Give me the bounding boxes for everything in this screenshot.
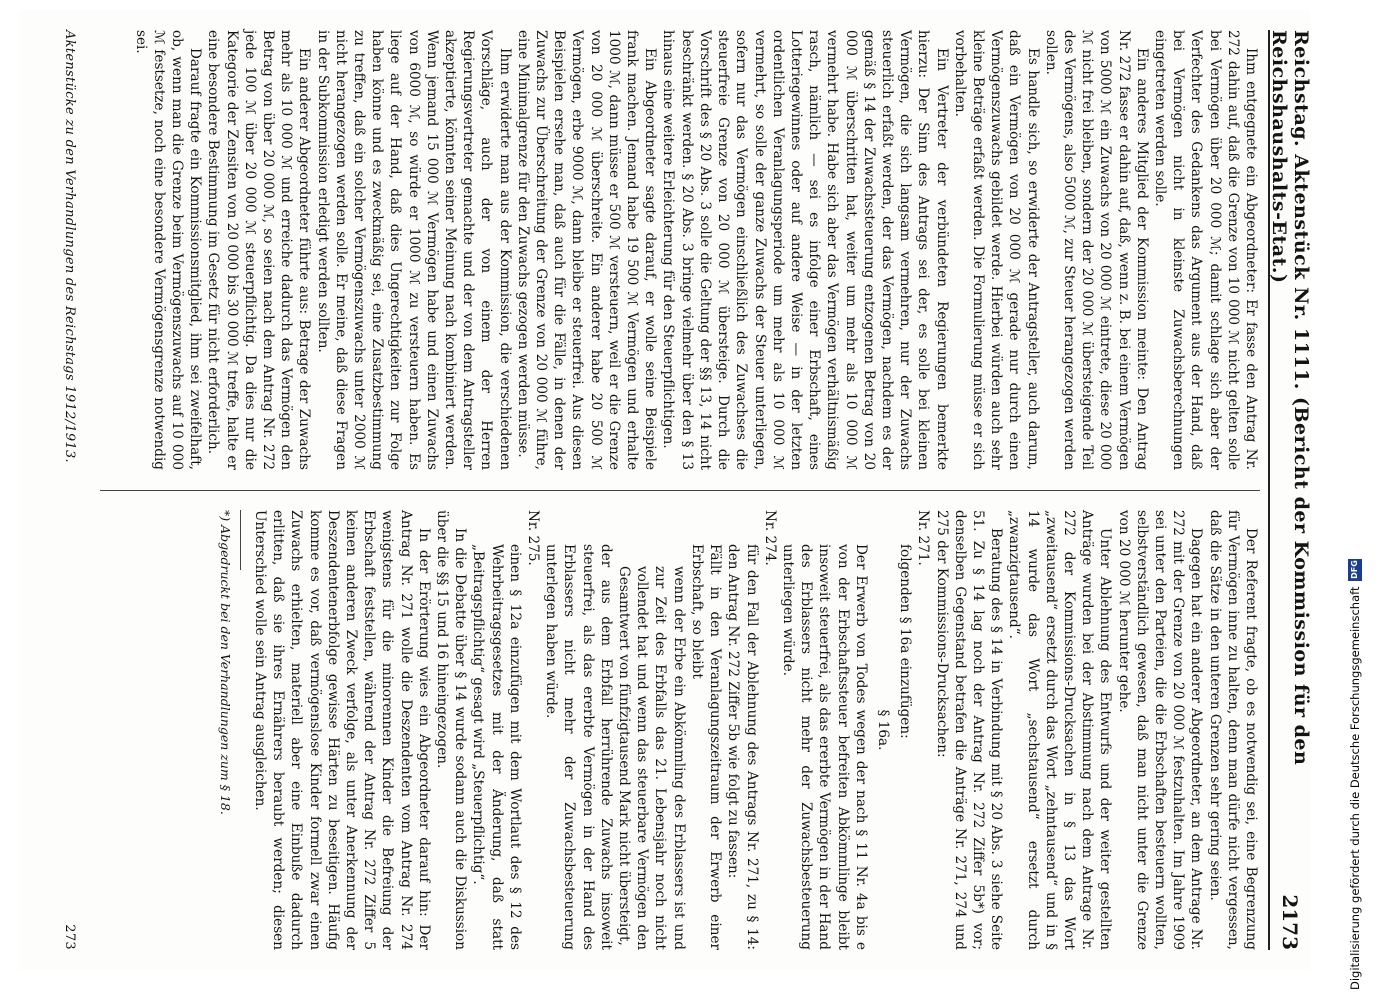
column-divider <box>100 490 1260 491</box>
dfg-logo-icon: DFG <box>1348 559 1362 581</box>
paragraph: Es handle sich, so erwiderte der Antragsteller, auch darum, daß ein Vermögen von 20 000 ℳ gerade nur durch einen Vermögenszuwachs gebildet werde. Hierbei würden auch sehr kleine Beträge erfaßt werden. Die Formulierung müsse er sich vorbehalten. <box>951 30 1041 470</box>
footnote-rule <box>240 510 241 570</box>
right-column <box>216 510 1260 950</box>
paragraph: Unter Ablehnung des Entwurfs und der weiter gestellten Anträge wurden bei der Abstimmung nach dem Antrage Nr. 272 der Kommissions-Drucksachen in § 13 das Wort „zweitausend“ ersetzt durch das Wort „zehntausend“ und in § 14 wurde das Wort „sechstausend“ ersetzt durch „zwanzigtausend“. <box>1006 510 1114 950</box>
footer-page-number: 273 <box>62 924 78 950</box>
paragraph: Ein anderer Abgeordneter führte aus: Betrage der Zuwachs mehr als 10 000 ℳ und erreiche dadurch das Vermögen den Betrag von über 20 000 ℳ, so seien nach dem Antrag Nr. 272 jede 100 ℳ über 20 000 ℳ steuerpflichtig. Da dies nur die Kategorie der Zensiten von 20 000 bis 30 000 ℳ treffe, halte er eine besondere Bestimmung im Gesetz für nicht erforderlich. <box>205 30 313 470</box>
paragraph: Darauf fragte ein Kommissionsmitglied, ihm sei zweifelhaft, ob, wenn man die Grenze beim Vermögenszuwachs auf 10 000 ℳ festsetze, noch eine besondere Vermögensgrenze notwendig sei. <box>132 30 204 470</box>
header-title: Reichstag. Aktenstück Nr. 1111. (Bericht der Kommission für den Reichshaushalts-Etat.) <box>1268 30 1312 766</box>
paragraph: Ihm entgegnete ein Abgeordneter: Er fasse den Antrag Nr. 272 dahin auf, daß die Grenze von 10 000 ℳ nicht gelten solle bei Vermögen über 20 000 ℳ; damit schlage sich aber der Verfechter des Gedankens das Argument aus der Hand, daß bei Vermögen nicht in kleinste Zuwachsberechnungen eingetreten werden solle. <box>1151 30 1259 470</box>
paragraph: Ein Abgeordneter sagte darauf, er wolle seine Beispiele frank machen. Jemand habe 19 500 ℳ Vermögen und erhalte 1000 ℳ, dann müsse er 500 ℳ versteuern, weil er die Grenze von 20 000 ℳ überschreite. Ein anderer habe 20 500 ℳ Vermögen, erbe 9000 ℳ, dann bleibe er steuerfrei. Aus diesen Beispielen ersehe man, daß auch für die Fälle, in denen der Zuwachs zur Überschreitung der Grenze von 20 000 ℳ führe, eine Minimalgrenze für den Zuwachs gezogen werden müsse. <box>514 30 659 470</box>
motion-271-intro: folgenden § 16a einzufügen: <box>897 544 914 739</box>
section-heading-16a: § 16a. <box>874 709 891 751</box>
footer-text: Aktenstücke zu den Verhandlungen des Reichstags 1912/1913. <box>62 30 78 463</box>
paragraph: Ihm erwiderte man aus der Kommission, die verschiedenen Vorschläge, auch der von einem der Herren Regierungsvertreter gemachte und der von dem Antragsteller akzeptierte, könnten seiner Meinung nach kombiniert werden. Wenn jemand 15 000 ℳ Vermögen habe und einen Zuwachs von 6000 ℳ, so würde er 1000 ℳ zu versteuern haben. Es liege auf der Hand, daß dies Ungerechtigkeiten zur Folge haben könne und es zweckmäßig sei, eine Zusatzbestimmung zu treffen, daß ein solcher Vermögenszuwachs unter 2000 ℳ nicht herangezogen werden solle. Er meine, daß diese Fragen in der Subkommission erledigt werden sollten. <box>314 30 513 470</box>
page-header <box>1268 30 1310 950</box>
paragraph: Beratung des § 14 in Verbindung mit § 20 Abs. 3 siehe Seite 51. Zu § 14 lag noch der Antrag Nr. 272 Ziffer 5b*) vor; denselben Gegenstand betrafen die Anträge Nr. 271, 274 und 275 der Kommissions-Drucksachen: <box>933 510 1005 950</box>
page-footer <box>55 30 85 950</box>
motion-274-condition: wenn der Erbe ein Abkömmling des Erblassers ist und zur Zeit des Erbfalls das 21. Lebensjahr noch nicht vollendet hat und wenn das steuerbare Vermögen den Gesamtwert von fünfzigtausend Mark nicht übersteigt, <box>616 566 687 950</box>
footnote: *) Abgedruckt bei den Verhandlungen zum § 18. <box>217 510 233 815</box>
motion-275-text: einen § 12a einzufügen mit dem Wortlaut des § 12 des Wehrbeitragsgesetzes mit der Änderung, daß statt „Beitragspflichtig“ gesagt wird „Steuerpflichtig“. <box>470 544 523 950</box>
document-page <box>20 10 1310 970</box>
digitization-attribution <box>1348 559 1362 990</box>
paragraph: Ein Vertreter der verbündeten Regierungen bemerkte hierzu: Der Sinn des Antrags sei der, es solle bei kleinen Vermögen, die sich langsam vermehren, nur der Zuwachs steuerlich erfaßt werden, der das Vermögen, nachdem es der gemäß § 14 der Zuwachssteuerung entzogenen Betrag von 20 000 ℳ überschritten hat, weiter um mehr als 10 000 ℳ vermehrt habe. Habe sich aber das Vermögen verhältnismäßig rasch, nämlich — sei es infolge einer Erbschaft, eines Lotteriegewinnes oder auf andere Weise — in der letzten ordentlichen Veranlagungsperiode um mehr als 10 000 ℳ vermehrt, so solle der ganze Zuwachs der Steuer unterliegen, sofern nur das Vermögen einschließlich des Zuwachses die steuerfreie Grenze von 20 000 ℳ übersteige. Durch die Vorschrift des § 20 Abs. 3 solle die Geltung der §§ 13, 14 nicht beschränkt werden. § 20 Abs. 3 bringe vielmehr über den § 13 hinaus eine weitere Erleichterung für den Steuerpflichtigen. <box>660 30 950 470</box>
paragraph: In die Debatte über § 14 wurde sodann auch die Diskussion über die §§ 15 und 16 hineingezogen. <box>434 510 469 950</box>
attribution-text: Digitalisierung gefördert durch die Deutsche Forschungsgemeinschaft <box>1348 586 1362 990</box>
motion-label-275: Nr. 275. <box>525 510 542 566</box>
section-16a-text: Der Erwerb von Todes wegen der nach § 11 Nr. 4a bis e von der Erbschaftssteuer befreiten Abkömmlinge bleibt insoweit steuerfrei, als das ererbte Vermögen in der Hand des Erblassers nicht mehr der Zuwachsbesteuerung unterliegen würde. <box>779 544 869 950</box>
paragraph: In der Erörterung wies ein Abgeordneter darauf hin: Der Antrag Nr. 271 wolle die Deszendenten vom Antrag Nr. 274 wenigstens für die minorennen Kinder die Befreiung der Erbschaft feststellen, während der Antrag Nr. 272 Ziffer 5 keinen anderen Zweck verfolge, als unter Anerkennung der Deszendentenerbfolge gewisse Härten zu beseitigen. Häufig komme es vor, daß vermögenslose Kinder formell zwar einen Zuwachs erhielten, materiell aber eine Einbuße dadurch erlitten, daß sie ihres Ernährers beraubt werden; diesen Unterschied wolle sein Antrag ausgleichen. <box>252 510 432 950</box>
paragraph: Der Referent fragte, ob es notwendig sei, eine Begrenzung für Vermögen inne zu halten, denn man dürfe nicht vergessen, daß die Sätze in den unteren Grenzen sehr gering seien. <box>1206 510 1259 950</box>
paragraph: Dagegen hat ein anderer Abgeordneter, an dem Antrage Nr. 272 mit der Grenze von 20 000 ℳ festzuhalten. Im Jahre 1909 sei unter den Parteien, die die Erbschaften besteuern wollten, selbstverständlich gewesen, daß man nicht unter die Grenze von 20 000 ℳ herunter gehe. <box>1115 510 1205 950</box>
motion-274-clause: Fällt in den Veranlagungszeitraum der Erwerb einer Erbschaft, so bleibt <box>688 544 724 950</box>
left-column <box>131 30 1260 470</box>
motion-274-text: für den Fall der Ablehnung des Antrags Nr. 271, zu § 14: den Antrag Nr. 272 Ziffer 5b wie folgt zu fassen: <box>725 544 760 950</box>
header-page-number: 2173 <box>1278 894 1302 950</box>
paragraph: Ein anderes Mitglied der Kommission meinte: Den Antrag Nr. 272 fasse er dahin auf, daß, wenn z. B. bei einem Vermögen von 5000 ℳ ein Zuwachs von 20 000 ℳ eintrete, diese 20 000 ℳ nicht frei bleiben, sondern der 20 000 ℳ übersteigende Teil des Vermögens, also 5000 ℳ, zur Steuer herangezogen werden sollen. <box>1042 30 1150 470</box>
motion-274-result: der aus dem Erbfall herrührende Zuwachs insoweit steuerfrei, als das ererbte Vermögen in der Hand des Erblassers nicht mehr der Zuwachsbesteuerung unterlegen haben würde. <box>543 544 614 950</box>
motion-label-274: Nr. 274. <box>761 510 778 566</box>
motion-label-271: Nr. 271. <box>915 510 932 566</box>
